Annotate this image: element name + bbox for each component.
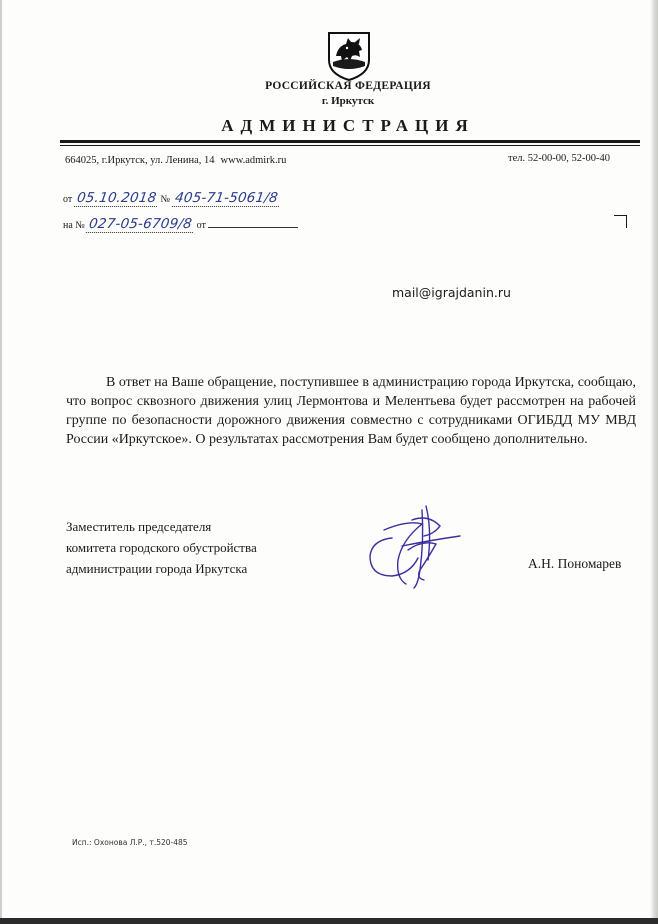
- header-divider-thin: [60, 145, 640, 146]
- reference-date-blank: [208, 218, 298, 228]
- position-line: Заместитель председателя: [66, 519, 212, 534]
- signer-position: [66, 516, 257, 579]
- ref-label: на №: [63, 220, 85, 231]
- phone-numbers: тел. 52-00-00, 52-00-40: [508, 153, 610, 164]
- scan-shadow: [650, 0, 658, 924]
- registration-number: 405-71-5061/8: [171, 190, 280, 207]
- addressee-corner-mark: [614, 215, 627, 228]
- scan-bottom-edge: [0, 918, 658, 924]
- postal-address: 664025, г.Иркутск, ул. Ленина, 14: [65, 155, 215, 166]
- handwritten-signature-icon: [362, 500, 462, 592]
- city-name: г. Иркутск: [321, 95, 375, 107]
- addressee-email: mail@igrajdanin.ru: [392, 285, 511, 300]
- position-line: комитета городского обустройства: [66, 540, 257, 555]
- body-paragraph: В ответ на Ваше обращение, поступившее в администрацию города Иркутска, сообщаю, что вопрос сквозного движения улиц Лермонтова и Мелентьева будет рассмотрен на рабочей группе по безопасности дорожного движения совместно с сотрудниками ОГИБДД МУ МВД России «Иркутское». О результатах рассмотрения Вам будет сообщено дополнительно.: [66, 375, 636, 447]
- letter-body: [66, 373, 636, 449]
- country-name: РОССИЙСКАЯ ФЕДЕРАЦИЯ: [265, 80, 431, 92]
- irkutsk-coat-of-arms-icon: [326, 30, 372, 82]
- reference-number: 027-05-6709/8: [86, 216, 195, 233]
- performer-note: Исп.: Охонова Л.Р., т.520-485: [72, 838, 188, 847]
- outgoing-registration: [63, 190, 279, 207]
- header-divider: [60, 140, 640, 143]
- website-link[interactable]: www.admirk.ru: [220, 155, 287, 166]
- registration-date: 05.10.2018: [74, 190, 160, 207]
- incoming-reference: [63, 216, 298, 233]
- ref-from-label: от: [196, 220, 206, 231]
- from-label: от: [63, 194, 73, 205]
- address-line: [65, 155, 286, 166]
- number-label: №: [160, 194, 171, 205]
- organization-title: АДМИНИСТРАЦИЯ: [221, 116, 475, 135]
- position-line: администрации города Иркутска: [66, 561, 248, 576]
- page-edge: [0, 0, 2, 924]
- signer-name: А.Н. Пономарев: [528, 556, 622, 571]
